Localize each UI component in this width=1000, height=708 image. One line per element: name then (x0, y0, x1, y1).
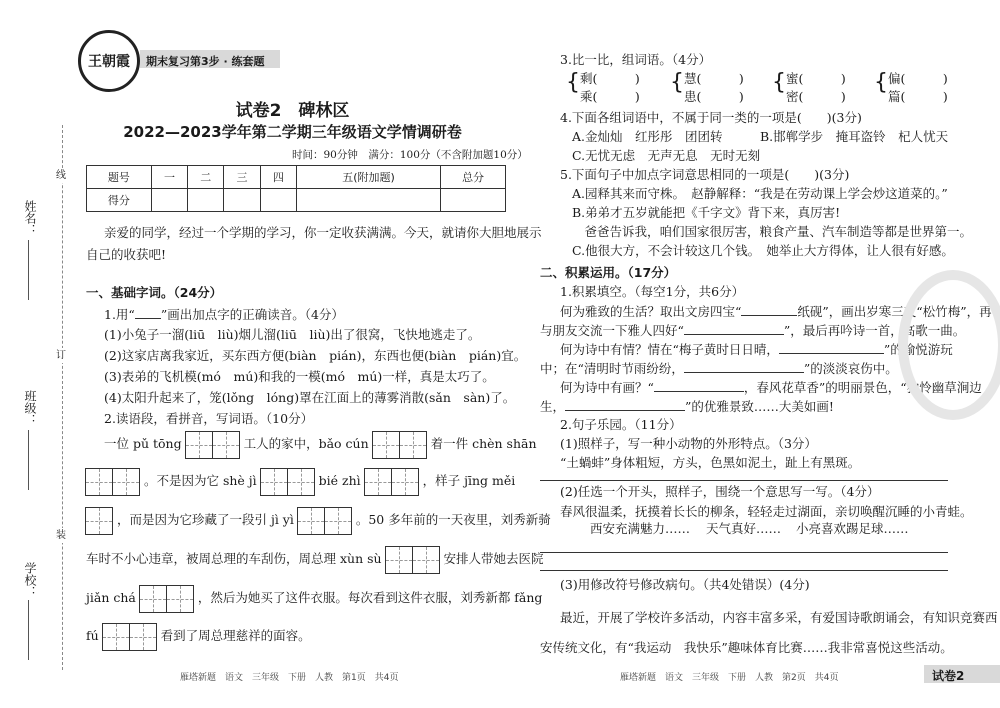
footer-right: 雁塔新题 语文 三年级 下册 人教 第2页 共4页 (620, 673, 839, 683)
s2-q2-title: 2.句子乐园。（11分） (560, 417, 682, 432)
passage-text: 。50 多年前的一天夜里，刘秀新骑 (355, 512, 551, 527)
q3-pair-2 (670, 70, 744, 106)
brace-icon: { (874, 70, 888, 95)
passage-line-3 (86, 506, 551, 535)
q1-title (104, 306, 344, 323)
s2-q1-title: 1.积累填空。（每空1分，共6分） (560, 284, 745, 299)
q3-word: 篇( ) (888, 89, 948, 104)
answer-boxes[interactable] (373, 431, 427, 459)
q5-option-b2: 爸爸告诉我，咱们国家很厉害，粮食产量、汽车制造等都是世界第一。 (572, 224, 973, 239)
class-label: 班级： (23, 390, 37, 426)
q4-title: 4.下面各组词语中，不属于同一类的一项是( )(3分) (560, 110, 862, 125)
section-2-title: 二、积累运用。（17分） (540, 265, 677, 280)
intro-line-2: 自己的收获吧! (86, 247, 167, 262)
fill-text: 中；在“清明时节雨纷纷， (540, 361, 684, 376)
q1-item-3: (3)表弟的飞机模(mó mú)和我的一模(mó mú)一样，真是太巧了。 (104, 369, 495, 384)
publisher-logo (78, 30, 140, 92)
answer-boxes[interactable] (86, 468, 140, 496)
q1-item-4: (4)太阳升起来了，笼(lǒng lóng)罩在江面上的薄雾消散(sǎn sàn)了。 (104, 390, 516, 405)
s2-q1-line-6 (540, 398, 834, 415)
q3-pair-4 (874, 70, 948, 106)
score-col-3: 三 (224, 166, 260, 189)
school-label: 学校： (23, 562, 37, 598)
name-label: 姓名： (23, 200, 37, 236)
brace-icon: { (566, 70, 580, 95)
score-col-1: 一 (151, 166, 187, 189)
answer-boxes[interactable] (386, 546, 440, 574)
q3-pair-3 (772, 70, 846, 106)
s2-q1-line-3 (560, 341, 953, 358)
q5-option-c: C.他很大方，不会计较这几个钱。 她举止大方得体，让人很有好感。 (572, 243, 954, 258)
fill-text: 生， (540, 399, 566, 414)
passage-line-4 (86, 545, 544, 574)
q3-word: 偏( ) (888, 71, 948, 86)
s2-q2-option-1: 西安充满魅力…… (590, 521, 691, 536)
paper-title: 试卷2 碑林区 (235, 101, 350, 121)
q5-title: 5.下面句子中加点字词意思相同的一项是( )(3分) (560, 167, 850, 182)
passage-text: 安排人带她去医院 (443, 551, 544, 566)
q3-word: 患( ) (684, 89, 744, 104)
fill-blank[interactable] (684, 322, 784, 335)
q3-word: 密( ) (786, 89, 846, 104)
fill-text: ”的淡淡哀伤中。 (803, 361, 898, 376)
fill-text: 何为雅致的生活？取出文房四宝“ (560, 304, 742, 319)
q1-title-b: ”画出加点字的正确读音。（4分） (160, 307, 344, 322)
fill-text: 何为诗中有画？“ (560, 380, 654, 395)
fill-blank[interactable] (741, 303, 797, 316)
s2-q1-line-4 (540, 360, 898, 377)
cut-mark-line: 线 (56, 170, 66, 181)
q5-option-b1: B.弟弟才五岁就能把《千字文》背下来，真厉害! (572, 205, 841, 220)
passage-text: jiǎn chá (86, 590, 136, 605)
section-1-title: 一、基础字词。（24分） (86, 285, 223, 300)
score-col-header: 题号 (87, 166, 152, 189)
fill-text: ”的优雅景致……大美如画! (685, 399, 834, 414)
q3-word: 剩( ) (580, 71, 640, 86)
score-col-4: 四 (260, 166, 296, 189)
answer-boxes[interactable] (86, 507, 113, 535)
footer-left: 雁塔新题 语文 三年级 下册 人教 第1页 共4页 (180, 673, 399, 683)
page-tag: 试卷2 (932, 669, 965, 683)
answer-line[interactable] (540, 570, 948, 571)
fill-blank[interactable] (779, 341, 884, 354)
q4-option-b: B.邯郸学步 掩耳盗铃 杞人忧天 (760, 129, 949, 144)
passage-text: 看到了周总理慈祥的面容。 (160, 628, 311, 643)
s2-q2-option-3: 小亮喜欢踢足球…… (796, 521, 909, 536)
q2-title: 2.读语段，看拼音，写词语。（10分） (104, 411, 314, 426)
score-col-5: 五(附加题) (297, 166, 441, 189)
s2-q2-part-1-example: “土蝸蚌”身体粗短，方头，色黑如泥土，趾上有黑斑。 (560, 455, 861, 470)
q1-item-2: (2)这家店离我家近，买东西方便(biàn pián)，东西也便(biàn pián)宜。 (104, 348, 527, 363)
score-cell[interactable] (224, 189, 260, 212)
cut-mark-bind: 订 (56, 350, 66, 361)
q1-title-a: 1.用“ (104, 307, 135, 322)
passage-text: ，样子 jīng měi (422, 473, 516, 488)
passage-text: 一位 pǔ tōng (104, 436, 182, 451)
fill-text: 纸砚”，画出岁寒三友“松竹梅”，再 (797, 304, 992, 319)
answer-line[interactable] (540, 552, 948, 553)
score-col-total: 总分 (441, 166, 506, 189)
brace-icon: { (772, 70, 786, 95)
step-label: 期末复习第3步 · 练套题 (146, 55, 265, 68)
passage-line-2 (86, 467, 515, 496)
score-cell[interactable] (260, 189, 296, 212)
score-cell[interactable] (297, 189, 441, 212)
passage-text: 着一件 chèn shān (430, 436, 537, 451)
s2-q2-part-2: (2)任选一个开头，照样子，围绕一个意思写一写。（4分） (560, 484, 880, 499)
q1-item-1: (1)小兔子一溜(liū liù)烟儿溜(liū liù)出了很窝，飞快地逃走了。 (104, 327, 481, 342)
passage-text: ，然后为她买了这件衣服。每次看到这件衣服，刘秀新都 fǎng (197, 590, 543, 605)
answer-boxes[interactable] (140, 585, 194, 613)
s2-q2-part-2-example: 春风很温柔，抚摸着长长的柳条，轻轻走过湖面，亲切唤醒沉睡的小青蛙。 (560, 504, 973, 519)
q4-option-a: A.金灿灿 红彤彤 团团转 (572, 129, 723, 144)
passage-text: 车时不小心违章，被周总理的车刮伤，周总理 xùn sù (86, 551, 382, 566)
fill-blank[interactable] (684, 360, 804, 373)
q4-option-c: C.无忧无虑 无声无息 无时无刻 (572, 148, 761, 163)
s2-q2-part-3: (3)用修改符号修改病句。（共4处错误）(4分) (560, 577, 810, 592)
binding-cut-line (62, 125, 63, 670)
fill-blank[interactable] (654, 379, 744, 392)
time-info: 时间：90分钟 满分：100分（不含附加题10分） (292, 149, 528, 161)
passage-text: 工人的家中，bǎo cún (243, 436, 369, 451)
class-line[interactable] (28, 430, 29, 490)
name-line[interactable] (28, 240, 29, 300)
fill-text: 与朋友交流一下雅人四好“ (540, 323, 684, 338)
brace-icon: { (670, 70, 684, 95)
s2-q2-part-3-line-2: 安传统文化，有“我运动 我快乐”趣味体育比赛……我非常喜悦这些活动。 (540, 640, 953, 655)
s2-q2-part-1: (1)照样子，写一种小动物的外形特点。（3分） (560, 436, 817, 451)
watermark-seal (898, 270, 1000, 420)
score-table (86, 165, 506, 212)
s2-q2-option-2: 天气真好…… (706, 521, 782, 536)
paper-subtitle: 2022—2023学年第二学期三年级语文学情调研卷 (123, 123, 462, 141)
school-line[interactable] (28, 600, 29, 660)
cut-mark-pack: 装 (56, 530, 66, 541)
score-row-label: 得分 (87, 189, 152, 212)
passage-text: ，而是因为它珍藏了一段引 jì yì (116, 512, 294, 527)
score-col-2: 二 (188, 166, 224, 189)
q3-title: 3.比一比，组词语。（4分） (560, 52, 712, 67)
passage-text: bié zhì (318, 473, 361, 488)
fill-text: 何为诗中有情？情在“梅子黄时日日晴， (560, 342, 779, 357)
passage-line-1 (104, 430, 537, 459)
q3-word: 乘( ) (580, 89, 640, 104)
s2-q2-part-3-line-1: 最近，开展了学校许多活动，内容丰富多采，有爱国诗歌朗诵会，有知识竞赛西 (560, 610, 998, 625)
logo-text: 王朝霞 (88, 54, 130, 70)
fill-text: ”，最后再吟诗一首，高歌一曲。 (783, 323, 966, 338)
fill-text: ”的愉悦游玩 (883, 342, 953, 357)
score-cell[interactable] (151, 189, 187, 212)
q3-word: 蜜( ) (786, 71, 846, 86)
q5-option-a: A.园释其来而守株。 赵静解释：“我是在劳动课上学会炒这道菜的。” (572, 186, 948, 201)
answer-boxes[interactable] (103, 623, 157, 651)
answer-boxes[interactable] (186, 431, 240, 459)
step-banner (140, 50, 280, 68)
score-cell[interactable] (188, 189, 224, 212)
fill-blank[interactable] (565, 398, 685, 411)
q1-mark-line (135, 306, 161, 319)
answer-boxes[interactable] (365, 468, 419, 496)
passage-text: 。不是因为它 shè jì (143, 473, 257, 488)
score-cell[interactable] (441, 189, 506, 212)
intro-line-1: 亲爱的同学，经过一个学期的学习，你一定收获满满。今天，就请你大胆地展示 (104, 225, 542, 240)
q3-word: 慧( ) (684, 71, 744, 86)
passage-line-6 (86, 622, 311, 651)
fill-text: ，春风花草香”的明丽景色，“独怜幽草涧边 (743, 380, 982, 395)
answer-boxes[interactable] (261, 468, 315, 496)
answer-boxes[interactable] (298, 507, 352, 535)
passage-line-5 (86, 584, 542, 613)
answer-line[interactable] (540, 480, 948, 481)
q3-pair-1 (566, 70, 640, 106)
passage-text: fú (86, 628, 99, 643)
